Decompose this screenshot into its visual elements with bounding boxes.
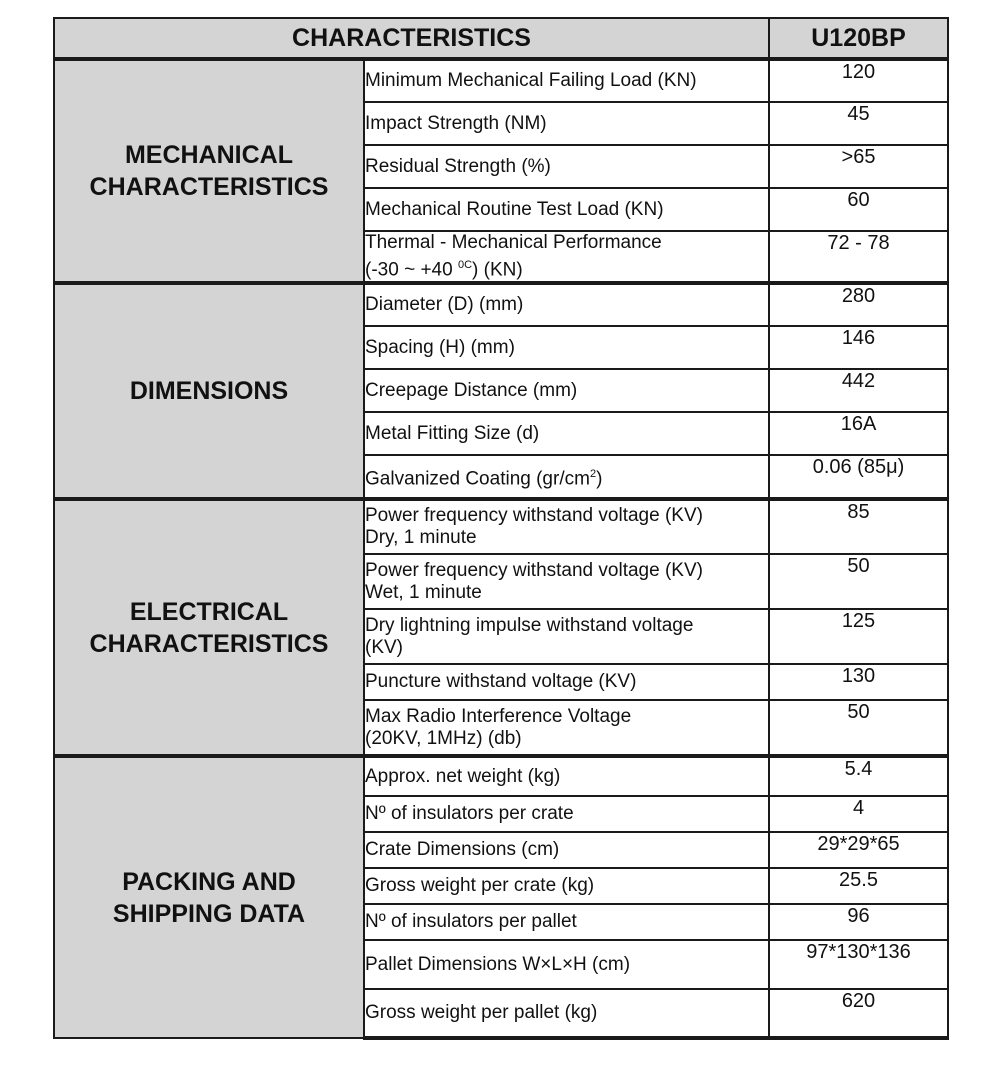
table-row [54, 59, 948, 102]
property-label: Spacing (H) (mm) [364, 326, 769, 369]
property-value: 97*130*136 [769, 940, 948, 989]
property-value: 85 [769, 499, 948, 554]
property-label: Mechanical Routine Test Load (KN) [364, 188, 769, 231]
property-value: 29*29*65 [769, 832, 948, 868]
property-value: 442 [769, 369, 948, 412]
property-value: 620 [769, 989, 948, 1038]
property-value: 50 [769, 700, 948, 756]
property-label: Creepage Distance (mm) [364, 369, 769, 412]
property-label: Galvanized Coating $(gr/cm^2)$ [364, 455, 769, 499]
property-value: >65 [769, 145, 948, 188]
property-value: 72 - 78 [769, 231, 948, 283]
property-value: 125 [769, 609, 948, 664]
property-label: Nº of insulators per crate [364, 796, 769, 832]
property-value: 130 [769, 664, 948, 700]
property-value: 96 [769, 904, 948, 940]
property-label: Gross weight per crate (kg) [364, 868, 769, 904]
property-label: Metal Fitting Size (d) [364, 412, 769, 455]
property-value: 5.4 [769, 756, 948, 796]
table-row [54, 499, 948, 554]
property-value: 50 [769, 554, 948, 609]
property-value: 45 [769, 102, 948, 145]
property-label: Power frequency withstand voltage (KV) Wet, 1 minute [364, 554, 769, 609]
property-label: Gross weight per pallet (kg) [364, 989, 769, 1038]
section-title-packing: PACKING AND SHIPPING DATA [54, 756, 364, 1038]
property-value: 120 [769, 59, 948, 102]
characteristics-table [53, 17, 949, 1040]
table-row [54, 283, 948, 326]
property-label: Nº of insulators per pallet [364, 904, 769, 940]
characteristics-header: CHARACTERISTICS [54, 18, 769, 59]
property-value: 25.5 [769, 868, 948, 904]
property-value: 60 [769, 188, 948, 231]
property-label: Thermal - Mechanical Performance (-30 ~ +40 $^{0C}$) (KN) [364, 231, 769, 283]
property-label: Dry lightning impulse withstand voltage (KV) [364, 609, 769, 664]
property-label: Approx. net weight (kg) [364, 756, 769, 796]
property-label: Crate Dimensions (cm) [364, 832, 769, 868]
section-title-mechanical: MECHANICAL CHARACTERISTICS [54, 59, 364, 283]
property-label: Power frequency withstand voltage (KV) Dry, 1 minute [364, 499, 769, 554]
property-value: 280 [769, 283, 948, 326]
section-title-electrical: ELECTRICAL CHARACTERISTICS [54, 499, 364, 756]
property-value: 0.06 (85μ) [769, 455, 948, 499]
property-label: Residual Strength (%) [364, 145, 769, 188]
section-title-dimensions: DIMENSIONS [54, 283, 364, 499]
header-row [54, 18, 948, 59]
property-label: Minimum Mechanical Failing Load (KN) [364, 59, 769, 102]
table-row [54, 756, 948, 796]
property-label: Puncture withstand voltage (KV) [364, 664, 769, 700]
model-header: U120BP [769, 18, 948, 59]
property-value: 4 [769, 796, 948, 832]
property-label: Max Radio Interference Voltage (20KV, 1MHz) (db) [364, 700, 769, 756]
property-label: Pallet Dimensions W×L×H (cm) [364, 940, 769, 989]
property-label: Diameter (D) (mm) [364, 283, 769, 326]
property-label: Impact Strength (NM) [364, 102, 769, 145]
property-value: 16A [769, 412, 948, 455]
property-value: 146 [769, 326, 948, 369]
